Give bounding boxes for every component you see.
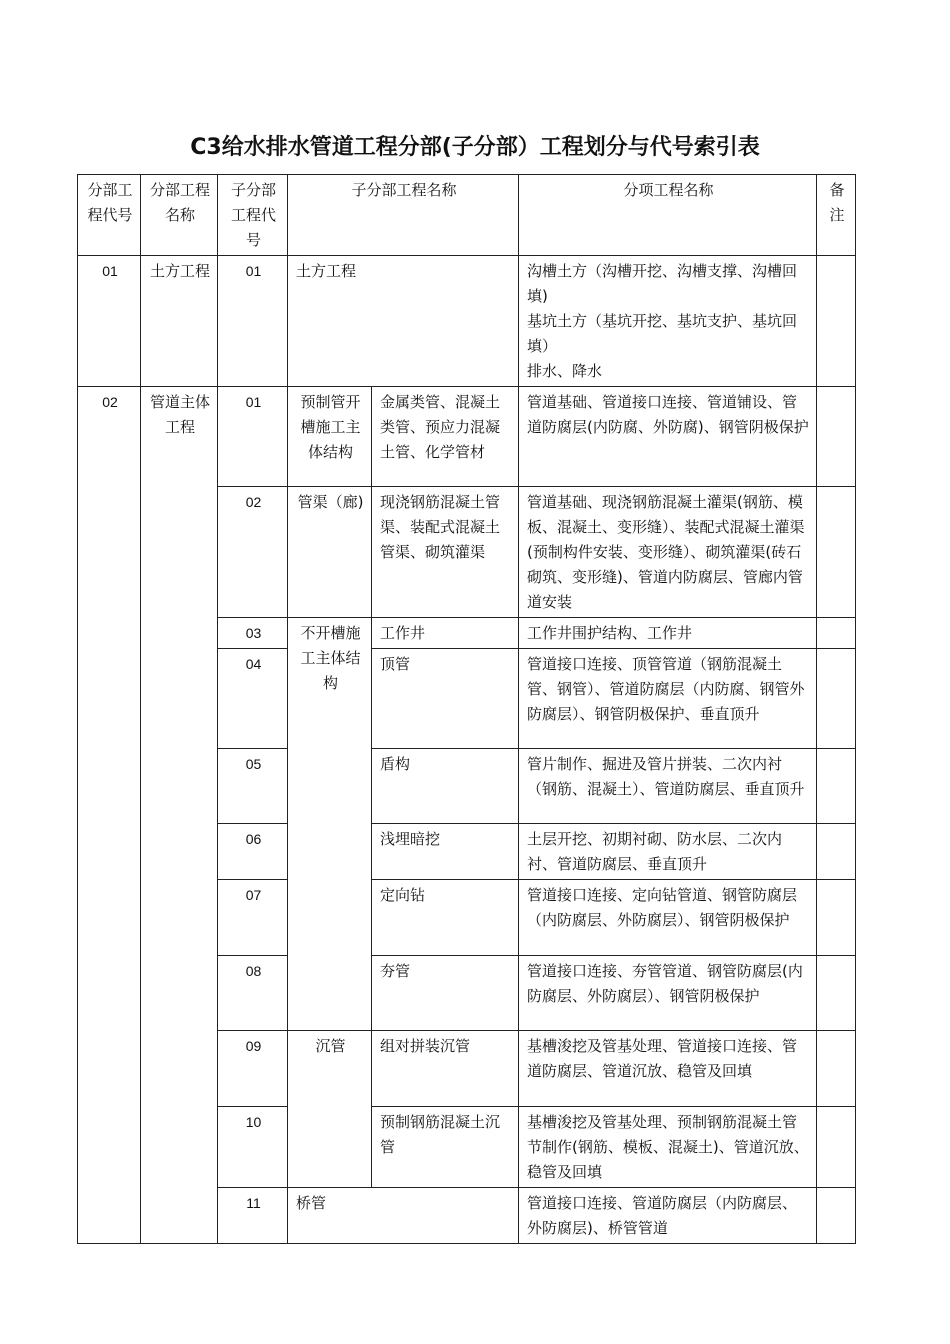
subdivision-group-cell: 沉管 [288,1031,372,1188]
remark-cell [817,1031,856,1107]
header-remark: 备注 [817,175,856,256]
remark-cell [817,880,856,956]
remark-cell [817,387,856,487]
division-name-cell: 管道主体工程 [141,387,218,1244]
subdivision-name-cell: 组对拼装沉管 [372,1031,519,1107]
subdivision-code-cell: 06 [218,824,288,880]
remark-cell [817,256,856,387]
subdivision-name-cell: 金属类管、混凝土类管、预应力混凝土管、化学管材 [372,387,519,487]
header-subdivision-code: 子分部工程代号 [218,175,288,256]
item-name-cell: 管道接口连接、夯管管道、钢管防腐层(内防腐层、外防腐层）、钢管阴极保护 [519,956,817,1031]
subdivision-name-cell: 定向钻 [372,880,519,956]
subdivision-code-cell: 01 [218,387,288,487]
item-name-cell: 管道基础、管道接口连接、管道铺设、管道防腐层(内防腐、外防腐)、钢管阴极保护 [519,387,817,487]
item-line: 沟槽土方（沟槽开挖、沟槽支撑、沟槽回填) [527,262,798,305]
header-division-name: 分部工程名称 [141,175,218,256]
remark-cell [817,618,856,649]
table-row [78,256,856,387]
subdivision-name-cell: 现浇钢筋混凝土管渠、装配式混凝土管渠、砌筑灌渠 [372,487,519,618]
remark-cell [817,1188,856,1244]
division-name-cell: 土方工程 [141,256,218,387]
subdivision-code-cell: 04 [218,649,288,749]
subdivision-name-cell: 土方工程 [288,256,519,387]
header-item-name: 分项工程名称 [519,175,817,256]
item-line: 排水、降水 [527,362,603,380]
subdivision-name-cell: 顶管 [372,649,519,749]
division-index-table [77,174,856,1244]
item-name-cell: 管道接口连接、定向钻管道、钢管防腐层（内防腐层、外防腐层）、钢管阴极保护 [519,880,817,956]
item-name-cell: 管道接口连接、管道防腐层（内防腐层、外防腐层)、桥管管道 [519,1188,817,1244]
item-name-cell: 基槽浚挖及管基处理、预制钢筋混凝土管节制作(钢筋、模板、混凝土)、管道沉放、稳管及回填 [519,1107,817,1188]
subdivision-code-cell: 09 [218,1031,288,1107]
item-name-cell [519,256,817,387]
remark-cell [817,487,856,618]
subdivision-group-cell: 管渠（廊) [288,487,372,618]
item-name-cell: 管片制作、掘进及管片拼装、二次内衬（钢筋、混凝土）、管道防腐层、垂直顶升 [519,749,817,824]
page-title: C3给水排水管道工程分部(子分部）工程划分与代号索引表 [190,135,760,160]
header-subdivision-name: 子分部工程名称 [288,175,519,256]
subdivision-name-cell: 浅埋暗挖 [372,824,519,880]
subdivision-name-cell: 桥管 [288,1188,519,1244]
subdivision-code-cell: 02 [218,487,288,618]
remark-cell [817,956,856,1031]
subdivision-group-cell: 不开槽施工主体结构 [288,618,372,1031]
item-name-cell: 基槽浚挖及管基处理、管道接口连接、管道防腐层、管道沉放、稳管及回填 [519,1031,817,1107]
header-row [78,175,856,256]
subdivision-code-cell: 03 [218,618,288,649]
remark-cell [817,824,856,880]
subdivision-name-cell: 盾构 [372,749,519,824]
header-division-code: 分部工程代号 [78,175,141,256]
subdivision-code-cell: 01 [218,256,288,387]
subdivision-code-cell: 10 [218,1107,288,1188]
item-name-cell: 工作井围护结构、工作井 [519,618,817,649]
remark-cell [817,1107,856,1188]
item-name-cell: 土层开挖、初期衬砌、防水层、二次内衬、管道防腐层、垂直顶升 [519,824,817,880]
subdivision-code-cell: 08 [218,956,288,1031]
remark-cell [817,649,856,749]
item-name-cell: 管道基础、现浇钢筋混凝土灌渠(钢筋、模板、混凝土、变形缝）、装配式混凝土灌渠(预制构件安装、变形缝）、砌筑灌渠(砖石砌筑、变形缝)、管道内防腐层、管廊内管道安装 [519,487,817,618]
subdivision-name-cell: 工作井 [372,618,519,649]
subdivision-group-cell: 预制管开槽施工主体结构 [288,387,372,487]
division-code-cell: 02 [78,387,141,1244]
division-code-cell: 01 [78,256,141,387]
subdivision-name-cell: 预制钢筋混凝土沉管 [372,1107,519,1188]
subdivision-code-cell: 05 [218,749,288,824]
item-line: 基坑土方（基坑开挖、基坑支护、基坑回填） [527,312,798,355]
table-row [78,387,856,487]
subdivision-name-cell: 夯管 [372,956,519,1031]
subdivision-code-cell: 11 [218,1188,288,1244]
item-name-cell: 管道接口连接、顶管管道（钢筋混凝土管、钢管）、管道防腐层（内防腐、钢管外防腐层）、钢管阴极保护、垂直顶升 [519,649,817,749]
subdivision-code-cell: 07 [218,880,288,956]
remark-cell [817,749,856,824]
